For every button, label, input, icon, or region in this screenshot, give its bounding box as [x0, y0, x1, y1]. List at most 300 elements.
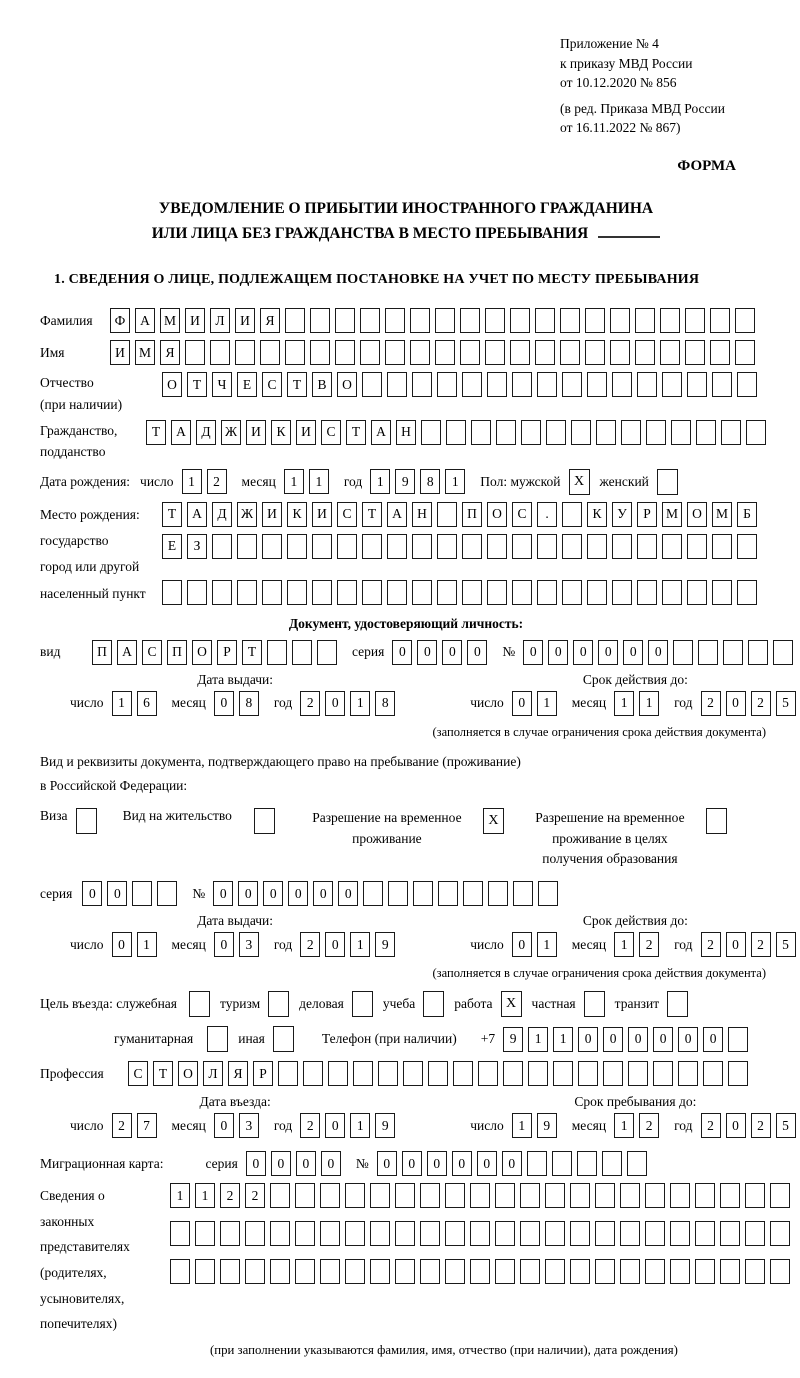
entry-month-label: месяц: [172, 1118, 206, 1134]
doc-series-cells: [392, 640, 492, 665]
patronymic-row: [40, 372, 772, 415]
char-cell: 8: [375, 691, 395, 716]
residence-permit-checkbox: [254, 808, 275, 834]
form-label: ФОРМА: [40, 158, 736, 175]
char-cell: 2: [300, 691, 320, 716]
char-cell: [337, 580, 357, 605]
char-cell: [420, 1259, 440, 1284]
stay-month-cells: [614, 1113, 664, 1138]
entry-year-label: год: [274, 1118, 292, 1134]
char-cell: [260, 340, 280, 365]
char-cell: С: [262, 372, 282, 397]
char-cell: [495, 1259, 515, 1284]
char-cell: [362, 534, 382, 559]
char-cell: [745, 1183, 765, 1208]
birthplace-city-label-1: город или другой: [40, 554, 162, 580]
permit-issue-year-label: год: [274, 937, 292, 953]
char-cell: Д: [212, 502, 232, 527]
char-cell: Н: [396, 420, 416, 445]
char-cell: 2: [701, 691, 721, 716]
char-cell: [428, 1061, 448, 1086]
char-cell: 0: [112, 932, 132, 957]
name-label: Имя: [40, 345, 110, 361]
char-cell: Н: [412, 502, 432, 527]
char-cell: И: [262, 502, 282, 527]
identity-doc-heading: Документ, удостоверяющий личность:: [40, 616, 772, 632]
char-cell: [320, 1259, 340, 1284]
char-cell: 0: [578, 1027, 598, 1052]
char-cell: М: [712, 502, 732, 527]
char-cell: [662, 372, 682, 397]
char-cell: Т: [346, 420, 366, 445]
birthplace-city-label-2: населенный пункт: [40, 581, 162, 607]
char-cell: [295, 1183, 315, 1208]
char-cell: [510, 308, 530, 333]
char-cell: [210, 340, 230, 365]
char-cell: [445, 1183, 465, 1208]
char-cell: [712, 580, 732, 605]
char-cell: [237, 534, 257, 559]
char-cell: [446, 420, 466, 445]
char-cell: [621, 420, 641, 445]
char-cell: 1: [370, 469, 390, 494]
representatives-block: [40, 1183, 772, 1337]
rvp-education-option: [522, 808, 727, 869]
char-cell: [670, 1259, 690, 1284]
char-cell: [710, 308, 730, 333]
char-cell: [637, 534, 657, 559]
appendix-line-3: от 10.12.2020 № 856: [560, 73, 772, 93]
char-cell: [662, 534, 682, 559]
char-cell: [495, 1183, 515, 1208]
purpose-humanitarian-checkbox: [207, 1026, 228, 1052]
char-cell: [262, 580, 282, 605]
char-cell: [512, 372, 532, 397]
char-cell: [435, 340, 455, 365]
char-cell: Ф: [110, 308, 130, 333]
permit-issue-day-label: число: [70, 937, 104, 953]
char-cell: [187, 580, 207, 605]
char-cell: [412, 372, 432, 397]
char-cell: [545, 1259, 565, 1284]
char-cell: [437, 534, 457, 559]
char-cell: 0: [214, 691, 234, 716]
char-cell: [385, 340, 405, 365]
char-cell: [438, 881, 458, 906]
birthplace-block: [40, 502, 772, 612]
char-cell: [470, 1259, 490, 1284]
char-cell: [670, 1183, 690, 1208]
char-cell: [220, 1221, 240, 1246]
char-cell: [387, 372, 407, 397]
migration-card-row: [40, 1151, 772, 1176]
char-cell: [470, 1183, 490, 1208]
purpose-other-checkbox: [273, 1026, 294, 1052]
permit-dates-block: [40, 913, 772, 964]
permit-series-label: серия: [40, 886, 72, 902]
char-cell: [453, 1061, 473, 1086]
char-cell: [387, 580, 407, 605]
char-cell: А: [387, 502, 407, 527]
doc-dates-block: [40, 672, 772, 723]
char-cell: 0: [271, 1151, 291, 1176]
char-cell: 0: [296, 1151, 316, 1176]
char-cell: [737, 372, 757, 397]
char-cell: [460, 340, 480, 365]
phone-cells: [503, 1027, 753, 1052]
char-cell: 2: [112, 1113, 132, 1138]
char-cell: [485, 340, 505, 365]
char-cell: 0: [512, 691, 532, 716]
patronymic-sublabel: (при наличии): [40, 394, 162, 416]
char-cell: [310, 308, 330, 333]
char-cell: П: [167, 640, 187, 665]
char-cell: 1: [537, 691, 557, 716]
char-cell: [220, 1259, 240, 1284]
char-cell: 0: [573, 640, 593, 665]
char-cell: [328, 1061, 348, 1086]
char-cell: [270, 1259, 290, 1284]
profession-cells: [128, 1061, 753, 1086]
char-cell: [245, 1221, 265, 1246]
char-cell: 0: [477, 1151, 497, 1176]
char-cell: П: [92, 640, 112, 665]
doc-validity-note: (заполняется в случае ограничения срока действия документа): [40, 725, 766, 740]
char-cell: 0: [338, 881, 358, 906]
citizenship-label: Гражданство,: [40, 420, 146, 442]
permit-series-cells: [82, 881, 182, 906]
char-cell: 1: [195, 1183, 215, 1208]
char-cell: [560, 308, 580, 333]
char-cell: 0: [623, 640, 643, 665]
char-cell: 5: [776, 691, 796, 716]
char-cell: [723, 640, 743, 665]
char-cell: [437, 580, 457, 605]
char-cell: И: [296, 420, 316, 445]
sex-female-label: женский: [600, 474, 649, 490]
char-cell: С: [321, 420, 341, 445]
char-cell: [770, 1221, 790, 1246]
char-cell: 0: [467, 640, 487, 665]
char-cell: [295, 1221, 315, 1246]
char-cell: Л: [210, 308, 230, 333]
char-cell: Р: [217, 640, 237, 665]
birth-day-label: число: [140, 474, 174, 490]
char-cell: 0: [214, 932, 234, 957]
stay-month-label: месяц: [572, 1118, 606, 1134]
char-cell: 0: [246, 1151, 266, 1176]
char-cell: [728, 1061, 748, 1086]
char-cell: 2: [245, 1183, 265, 1208]
entry-dates-block: [40, 1094, 772, 1145]
char-cell: [735, 340, 755, 365]
char-cell: [671, 420, 691, 445]
entry-day-label: число: [70, 1118, 104, 1134]
char-cell: [495, 1221, 515, 1246]
purpose-tourism-label: туризм: [220, 996, 260, 1012]
char-cell: 1: [284, 469, 304, 494]
char-cell: [388, 881, 408, 906]
char-cell: 1: [350, 1113, 370, 1138]
patronymic-label: Отчество: [40, 372, 162, 394]
char-cell: [345, 1183, 365, 1208]
reps-label-4: (родителях,: [40, 1260, 170, 1286]
char-cell: Е: [162, 534, 182, 559]
char-cell: И: [246, 420, 266, 445]
char-cell: [212, 534, 232, 559]
char-cell: [610, 340, 630, 365]
char-cell: [303, 1061, 323, 1086]
birthplace-label: Место рождения:: [40, 502, 162, 528]
char-cell: Е: [237, 372, 257, 397]
char-cell: [370, 1183, 390, 1208]
char-cell: [685, 308, 705, 333]
purpose-study-label: учеба: [383, 996, 415, 1012]
char-cell: [577, 1151, 597, 1176]
doc-issue-date-label: Дата выдачи:: [70, 672, 400, 688]
char-cell: 0: [523, 640, 543, 665]
char-cell: 0: [678, 1027, 698, 1052]
char-cell: 3: [239, 1113, 259, 1138]
char-cell: [560, 340, 580, 365]
char-cell: [360, 308, 380, 333]
permit-type-row: [40, 808, 772, 869]
char-cell: 1: [350, 691, 370, 716]
char-cell: [720, 1183, 740, 1208]
doc-valid-day-cells: [512, 691, 562, 716]
char-cell: [420, 1221, 440, 1246]
char-cell: [587, 372, 607, 397]
permit-issue-day-cells: [112, 932, 162, 957]
char-cell: Т: [162, 502, 182, 527]
char-cell: 1: [350, 932, 370, 957]
char-cell: 2: [300, 1113, 320, 1138]
char-cell: [553, 1061, 573, 1086]
birth-month-label: месяц: [242, 474, 276, 490]
char-cell: [620, 1221, 640, 1246]
char-cell: [132, 881, 152, 906]
char-cell: А: [117, 640, 137, 665]
char-cell: Я: [260, 308, 280, 333]
char-cell: [262, 534, 282, 559]
visa-checkbox: [76, 808, 97, 834]
char-cell: [695, 1221, 715, 1246]
char-cell: [720, 1221, 740, 1246]
char-cell: 1: [112, 691, 132, 716]
char-cell: [317, 640, 337, 665]
char-cell: [395, 1221, 415, 1246]
char-cell: И: [312, 502, 332, 527]
permit-number-label: №: [192, 886, 205, 902]
char-cell: [720, 1259, 740, 1284]
char-cell: [587, 580, 607, 605]
appendix-block: [560, 34, 772, 138]
birthplace-state-label: государство: [40, 528, 162, 554]
char-cell: [712, 534, 732, 559]
edition-line-1: (в ред. Приказа МВД России: [560, 99, 772, 119]
doc-number-cells: [523, 640, 798, 665]
char-cell: [653, 1061, 673, 1086]
citizenship-sublabel: подданство: [40, 441, 146, 463]
char-cell: [337, 534, 357, 559]
char-cell: 0: [107, 881, 127, 906]
char-cell: 0: [653, 1027, 673, 1052]
permit-valid-month-cells: [614, 932, 664, 957]
doc-issue-date-row: [70, 691, 400, 716]
char-cell: [612, 372, 632, 397]
char-cell: 0: [313, 881, 333, 906]
char-cell: [162, 580, 182, 605]
char-cell: О: [162, 372, 182, 397]
permit-issue-date-label: Дата выдачи:: [70, 913, 400, 929]
patronymic-cells: [162, 372, 762, 397]
char-cell: [310, 340, 330, 365]
char-cell: [471, 420, 491, 445]
phone-label: Телефон (при наличии): [322, 1031, 457, 1047]
purpose-humanitarian-label: гуманитарная: [114, 1031, 193, 1047]
char-cell: [535, 340, 555, 365]
char-cell: [512, 534, 532, 559]
char-cell: 0: [263, 881, 283, 906]
char-cell: [695, 1183, 715, 1208]
entry-date-label: Дата въезда:: [70, 1094, 400, 1110]
char-cell: И: [110, 340, 130, 365]
char-cell: [362, 372, 382, 397]
char-cell: [695, 1259, 715, 1284]
char-cell: [670, 1221, 690, 1246]
char-cell: [285, 340, 305, 365]
reps-label-1: Сведения о: [40, 1183, 170, 1209]
char-cell: [267, 640, 287, 665]
citizenship-row: [40, 420, 772, 463]
char-cell: [370, 1259, 390, 1284]
char-cell: Т: [146, 420, 166, 445]
char-cell: 0: [321, 1151, 341, 1176]
char-cell: [610, 308, 630, 333]
char-cell: [696, 420, 716, 445]
char-cell: 1: [137, 932, 157, 957]
sex-male-label: Пол: мужской: [480, 474, 560, 490]
char-cell: [470, 1221, 490, 1246]
char-cell: [212, 580, 232, 605]
char-cell: [485, 308, 505, 333]
char-cell: [285, 308, 305, 333]
char-cell: [487, 372, 507, 397]
char-cell: Л: [203, 1061, 223, 1086]
doc-issue-year-label: год: [274, 695, 292, 711]
char-cell: [585, 308, 605, 333]
char-cell: 0: [726, 932, 746, 957]
doc-valid-month-label: месяц: [572, 695, 606, 711]
char-cell: [773, 640, 793, 665]
char-cell: О: [687, 502, 707, 527]
char-cell: К: [271, 420, 291, 445]
char-cell: [570, 1183, 590, 1208]
char-cell: [487, 580, 507, 605]
char-cell: [378, 1061, 398, 1086]
char-cell: [513, 881, 533, 906]
char-cell: 1: [182, 469, 202, 494]
birth-year-cells: [370, 469, 470, 494]
char-cell: С: [337, 502, 357, 527]
char-cell: [353, 1061, 373, 1086]
char-cell: 0: [392, 640, 412, 665]
char-cell: Я: [228, 1061, 248, 1086]
purpose-business-label: деловая: [299, 996, 344, 1012]
char-cell: [395, 1183, 415, 1208]
char-cell: 5: [776, 1113, 796, 1138]
char-cell: М: [662, 502, 682, 527]
char-cell: 0: [325, 691, 345, 716]
char-cell: 3: [239, 932, 259, 957]
char-cell: [385, 308, 405, 333]
doc-valid-until-row: [470, 691, 800, 716]
char-cell: [537, 372, 557, 397]
char-cell: [463, 881, 483, 906]
char-cell: 0: [213, 881, 233, 906]
char-cell: 0: [452, 1151, 472, 1176]
char-cell: [237, 580, 257, 605]
permit-valid-day-cells: [512, 932, 562, 957]
char-cell: 8: [239, 691, 259, 716]
char-cell: [295, 1259, 315, 1284]
char-cell: 2: [220, 1183, 240, 1208]
char-cell: [410, 340, 430, 365]
char-cell: [745, 1259, 765, 1284]
char-cell: [620, 1183, 640, 1208]
char-cell: Р: [253, 1061, 273, 1086]
char-cell: Ч: [212, 372, 232, 397]
doc-issue-month-label: месяц: [172, 695, 206, 711]
doc-kind-cells: [92, 640, 342, 665]
migration-card-label: Миграционная карта:: [40, 1156, 163, 1172]
char-cell: [445, 1259, 465, 1284]
char-cell: [278, 1061, 298, 1086]
birth-year-label: год: [344, 474, 362, 490]
entry-purpose-row: [40, 991, 772, 1017]
char-cell: [635, 340, 655, 365]
char-cell: [270, 1221, 290, 1246]
visa-label: Виза: [40, 808, 68, 824]
char-cell: [603, 1061, 623, 1086]
purpose-private-label: частная: [532, 996, 576, 1012]
char-cell: [545, 1221, 565, 1246]
char-cell: [620, 1259, 640, 1284]
char-cell: [410, 308, 430, 333]
char-cell: [571, 420, 591, 445]
entry-date-row: [70, 1113, 400, 1138]
char-cell: 8: [420, 469, 440, 494]
char-cell: [488, 881, 508, 906]
doc-series-label: серия: [352, 644, 384, 660]
purpose-official-checkbox: [189, 991, 210, 1017]
char-cell: [287, 534, 307, 559]
edition-line-2: от 16.11.2022 № 867): [560, 118, 772, 138]
char-cell: 2: [639, 1113, 659, 1138]
char-cell: [478, 1061, 498, 1086]
char-cell: 2: [639, 932, 659, 957]
char-cell: [420, 1183, 440, 1208]
reps-cells-2: [170, 1221, 795, 1246]
permit-issue-month-cells: [214, 932, 264, 957]
form-title-line2-text: ИЛИ ЛИЦА БЕЗ ГРАЖДАНСТВА В МЕСТО ПРЕБЫВАНИЯ: [152, 225, 588, 242]
char-cell: 1: [639, 691, 659, 716]
char-cell: [637, 372, 657, 397]
char-cell: [512, 580, 532, 605]
char-cell: 0: [548, 640, 568, 665]
char-cell: [662, 580, 682, 605]
char-cell: [770, 1259, 790, 1284]
